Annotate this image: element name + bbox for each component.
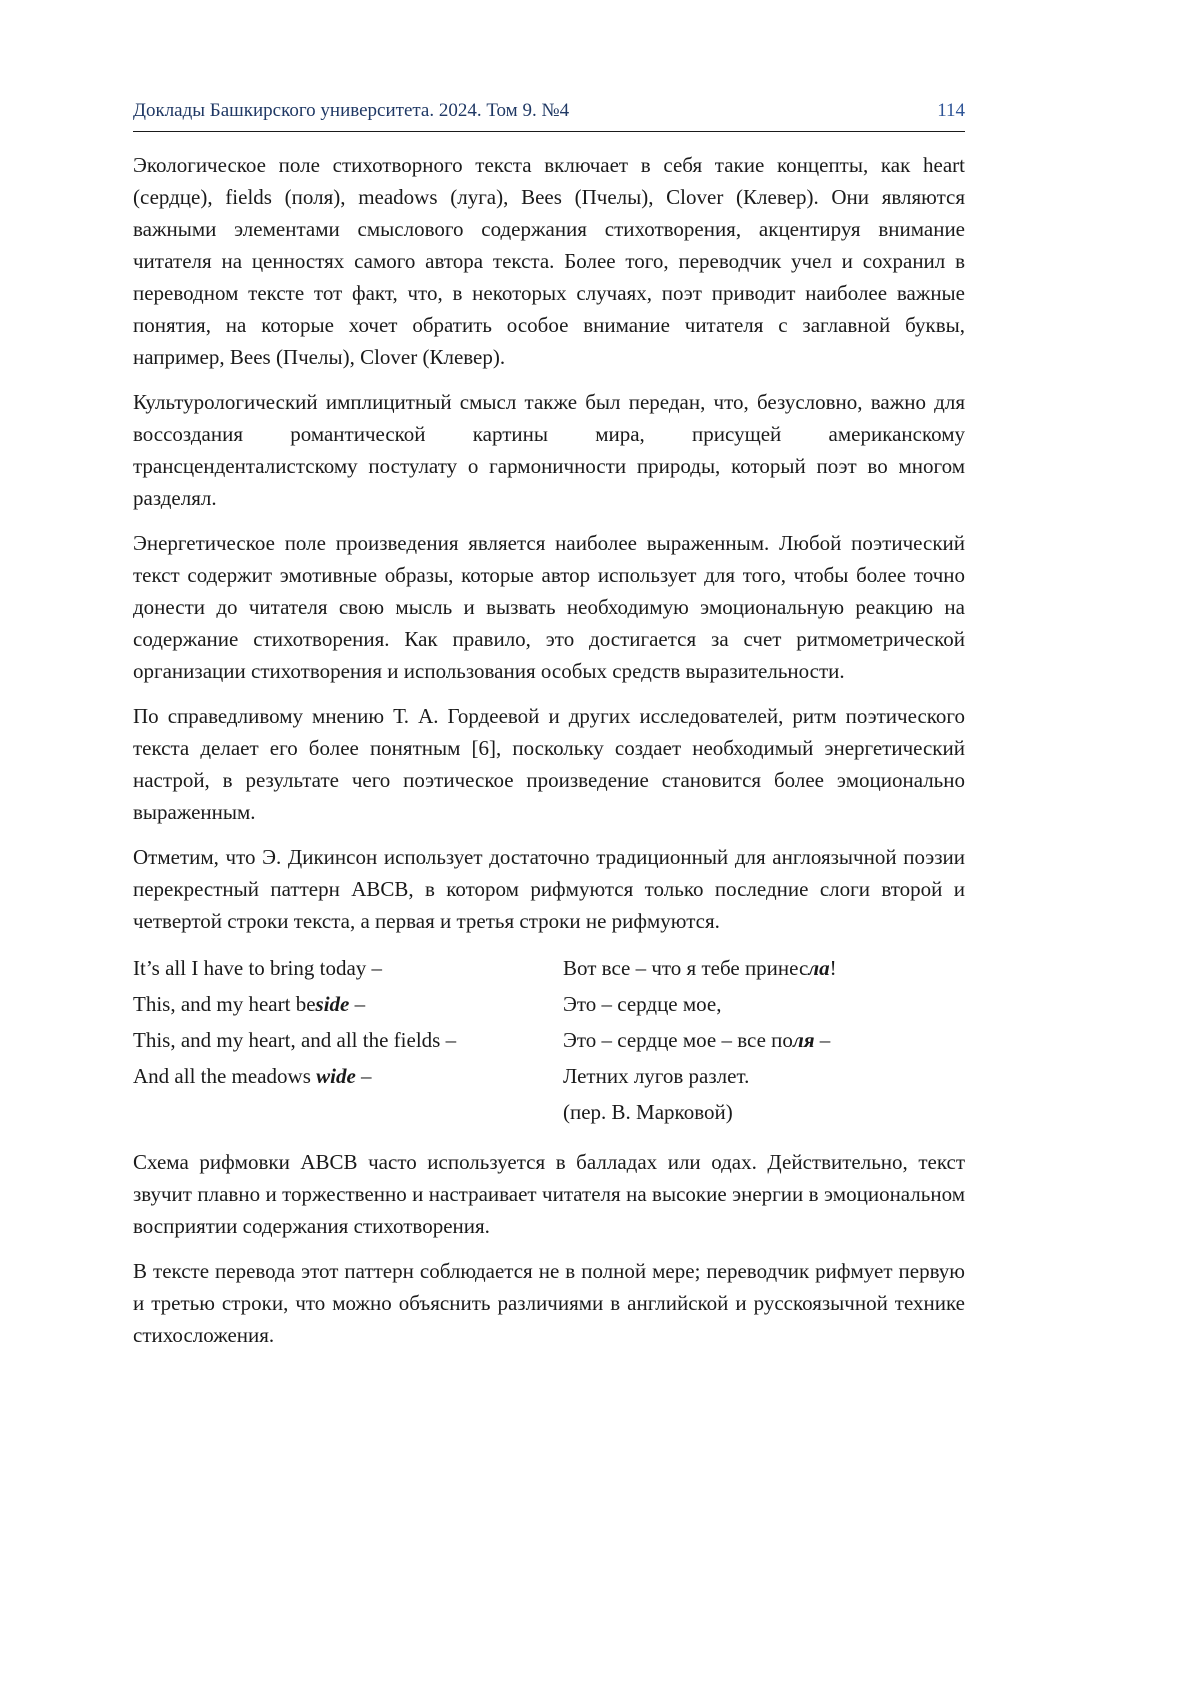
poem-text: (пер. В. Марковой) (563, 1100, 733, 1124)
paragraph-7: В тексте перевода этот паттерн соблюдается не в полной мере; переводчик рифмует первую и третью строки, что можно объяснить различиями в английской и русскоязычной технике стихосложения. (133, 1259, 965, 1347)
poem-line (563, 950, 837, 986)
poem-line (563, 1058, 837, 1094)
poem-line (133, 986, 563, 1022)
poem-line (133, 1058, 563, 1094)
poem-text: Это – сердце мое, (563, 992, 722, 1016)
poem-line (563, 1022, 837, 1058)
poem-text: It’s all I have to bring today – (133, 956, 383, 980)
poem-text: – (814, 1028, 831, 1052)
poem-rhyme-emphasis: ла (808, 956, 830, 980)
poem-text: And all the meadows (133, 1064, 317, 1088)
poem-rhyme-emphasis: wide (316, 1064, 356, 1088)
poem-text: ! (829, 956, 837, 980)
page-number: 114 (937, 100, 965, 121)
paragraph-5: Отметим, что Э. Дикинсон использует достаточно традиционный для англоязычной поэзии перекрестный паттерн ABCB, в котором рифмуются только последние слоги второй и четвертой строки текста, а первая и третья строки не рифмуются. (133, 845, 965, 933)
poem-line (133, 1022, 563, 1058)
journal-title: Доклады Башкирского университета. 2024. Том 9. №4 (133, 100, 570, 121)
poem-english-column (133, 950, 563, 1130)
paragraph-4: По справедливому мнению Т. А. Гордеевой и других исследователей, ритм поэтического текста делает его более понятным [6], поскольку создает необходимый энергетический настрой, в результате чего поэтическое произведение становится более эмоционально выраженным. (133, 704, 965, 824)
paragraph-1: Экологическое поле стихотворного текста включает в себя такие концепты, как heart (сердце), fields (поля), meadows (луга), Bees (Пчелы), Clover (Клевер). Они являются важными элементами смыслового содержания стихотворения, акцентируя внимание читателя на ценностях самого автора текста. Более того, переводчик учел и сохранил в переводном тексте тот факт, что, в некоторых случаях, поэт приводит наиболее важные понятия, на которые хочет обратить особое внимание читателя с заглавной буквы, например, Bees (Пчелы), Clover (Клевер). (133, 153, 965, 369)
poem-block (133, 950, 965, 1130)
poem-line (133, 950, 563, 986)
poem-text: – (349, 992, 366, 1016)
article-body (133, 149, 965, 1351)
poem-text: Это – сердце мое – все по (563, 1028, 793, 1052)
poem-text: This, and my heart be (133, 992, 316, 1016)
poem-translator-credit (563, 1094, 837, 1130)
header-divider (133, 131, 965, 132)
paragraph-3: Энергетическое поле произведения является наиболее выраженным. Любой поэтический текст содержит эмотивные образы, которые автор использует для того, чтобы более точно донести до читателя свою мысль и вызвать необходимую эмоциональную реакцию на содержание стихотворения. Как правило, это достигается за счет ритмометрической организации стихотворения и использования особых средств выразительности. (133, 531, 965, 683)
poem-text: Летних лугов разлет. (563, 1064, 750, 1088)
poem-text: – (355, 1064, 372, 1088)
page-header (133, 100, 965, 122)
poem-rhyme-emphasis: ля (792, 1028, 815, 1052)
paragraph-2: Культурологический имплицитный смысл также был передан, что, безусловно, важно для воссоздания романтической картины мира, присущей американскому трансценденталистскому постулату о гармоничности природы, который поэт во многом разделял. (133, 390, 965, 510)
poem-text: This, and my heart, and all the fields – (133, 1028, 457, 1052)
poem-rhyme-emphasis: side (315, 992, 350, 1016)
poem-text: Вот все – что я тебе принес (563, 956, 809, 980)
poem-russian-column (563, 950, 837, 1130)
paragraph-6: Схема рифмовки ABCB часто используется в балладах или одах. Действительно, текст звучит плавно и торжественно и настраивает читателя на высокие энергии в эмоциональном восприятии содержания стихотворения. (133, 1150, 965, 1238)
poem-line (563, 986, 837, 1022)
